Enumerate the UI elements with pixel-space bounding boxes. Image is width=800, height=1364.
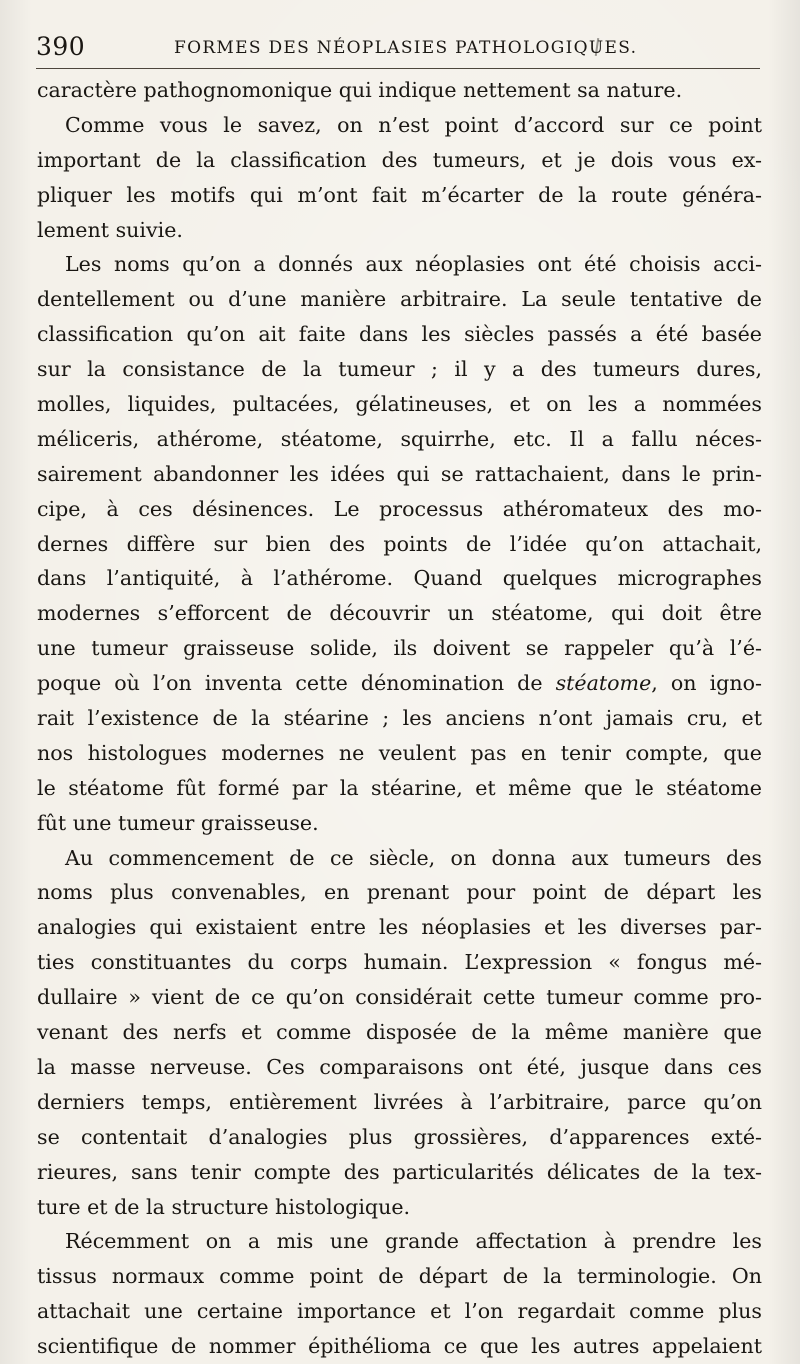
text-line: Comme vous le savez, on n’est point d’accord sur ce point xyxy=(65,112,762,137)
text-line: molles, liquides, pultacées, gélatineuses, et on les a nommées xyxy=(37,392,762,417)
running-title: FORMES DES NÉOPLASIES PATHOLOGIQUES. xyxy=(174,38,638,58)
text-line: Les noms qu’on a donnés aux néoplasies ont été choisis acci- xyxy=(65,252,762,277)
text-line: attachait une certaine importance et l’on regardait comme plus xyxy=(37,1299,762,1324)
text-line: nos histologues modernes ne veulent pas en tenir compte, que xyxy=(37,740,762,765)
body-text xyxy=(37,73,762,1364)
text-line: ties constituantes du corps humain. L’expression « fongus mé- xyxy=(37,950,762,975)
page-number: 390 xyxy=(36,32,86,61)
text-line: la masse nerveuse. Ces comparaisons ont été, jusque dans ces xyxy=(37,1054,762,1079)
text-line: sur la consistance de la tumeur ; il y a des tumeurs dures, xyxy=(37,357,762,382)
text-line: méliceris, athérome, stéatome, squirrhe, etc. Il a fallu néces- xyxy=(37,426,762,451)
text-line: Récemment on a mis une grande affectation à prendre les xyxy=(65,1229,762,1254)
text-line: cipe, à ces désinences. Le processus athéromateux des mo- xyxy=(37,496,762,521)
text-line: classification qu’on ait faite dans les siècles passés a été basée xyxy=(37,322,762,347)
text-line: tissus normaux comme point de départ de la terminologie. On xyxy=(37,1264,762,1289)
text-line: caractère pathognomonique qui indique nettement sa nature. xyxy=(37,78,683,102)
text-line: rieures, sans tenir compte des particularités délicates de la tex- xyxy=(37,1159,762,1184)
text-line: dullaire » vient de ce qu’on considérait cette tumeur comme pro- xyxy=(37,985,762,1010)
italic-term: stéatome xyxy=(555,671,652,696)
text-line: se contentait d’analogies plus grossières, d’apparences exté- xyxy=(37,1124,762,1149)
text-line: le stéatome fût formé par la stéarine, et même que le stéatome xyxy=(37,775,762,800)
text-line: sairement abandonner les idées qui se rattachaient, dans le prin- xyxy=(37,461,762,486)
text-line: une tumeur graisseuse solide, ils doivent se rappeler qu’à l’é- xyxy=(37,636,762,661)
text-line: pliquer les motifs qui m’ont fait m’écarter de la route généra- xyxy=(37,182,762,207)
text-line: Au commencement de ce siècle, on donna aux tumeurs des xyxy=(65,845,762,870)
text-line: noms plus convenables, en prenant pour point de départ les xyxy=(37,880,762,905)
text-line: lement suivie. xyxy=(37,217,183,242)
header-rule xyxy=(36,68,760,69)
text-line: dernes diffère sur bien des points de l’idée qu’on attachait, xyxy=(37,531,762,556)
text-line: analogies qui existaient entre les néoplasies et les diverses par- xyxy=(37,915,762,940)
page-header xyxy=(36,32,764,68)
text-line: fût une tumeur graisseuse. xyxy=(37,810,319,835)
text-line: derniers temps, entièrement livrées à l’arbitraire, parce qu’on xyxy=(37,1089,762,1114)
text-line: poque où l’on inventa cette dénomination de stéatome, on igno- xyxy=(37,671,762,696)
text-line: dans l’antiquité, à l’athérome. Quand quelques micrographes xyxy=(37,566,762,591)
text-line: venant des nerfs et comme disposée de la même manière que xyxy=(37,1020,762,1045)
text-line: ture et de la structure histologique. xyxy=(37,1194,411,1219)
text-line: rait l’existence de la stéarine ; les anciens n’ont jamais cru, et xyxy=(37,706,762,731)
text-line: dentellement ou d’une manière arbitraire. La seule tentative de xyxy=(37,287,762,312)
text-line: modernes s’efforcent de découvrir un stéatome, qui doit être xyxy=(37,601,762,626)
text-line: scientifique de nommer épithélioma ce que les autres appelaient xyxy=(37,1334,762,1359)
text-line: important de la classification des tumeurs, et je dois vous ex- xyxy=(37,147,762,172)
